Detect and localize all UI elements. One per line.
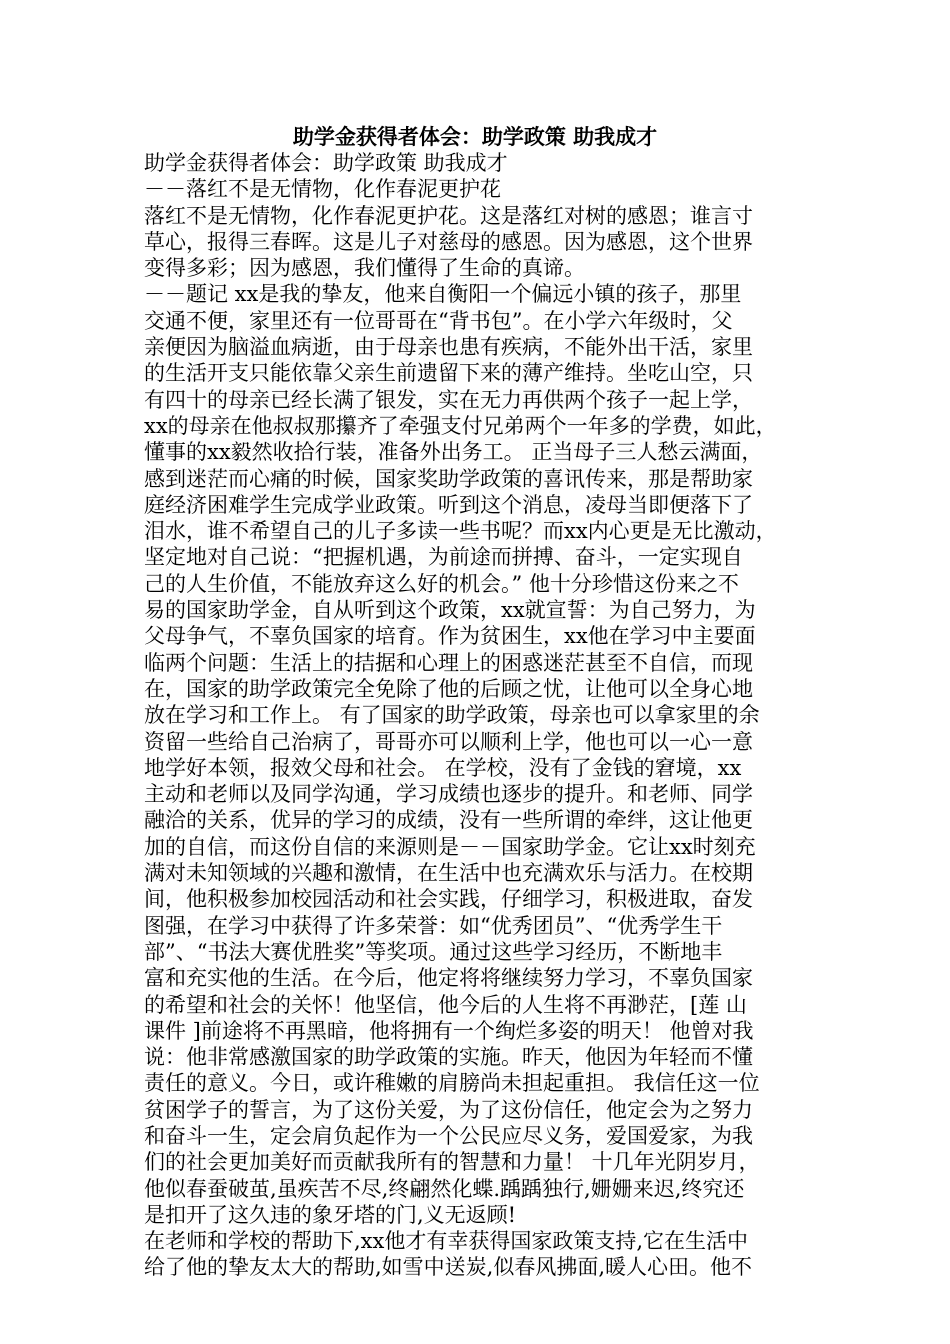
body-line: 和奋斗一生，定会肩负起作为一个公民应尽义务，爱国爱家，为我	[144, 1123, 753, 1148]
body-line: 贫困学子的誓言，为了这份关爱，为了这份信任，他定会为之努力	[144, 1097, 753, 1122]
body-line: 在，国家的助学政策完全免除了他的后顾之忧，让他可以全身心地	[144, 676, 753, 701]
body-line: 易的国家助学金，自从听到这个政策，xx就宣誓：为自己努力，为	[144, 598, 756, 623]
body-line: 交通不便，家里还有一位哥哥在“背书包”。在小学六年级时，父	[144, 308, 733, 333]
body-line: 富和充实他的生活。在今后，他定将将继续努力学习，不辜负国家	[144, 966, 753, 991]
body-line: 懂事的xx毅然收拾行装，准备外出务工。 正当母子三人愁云满面，	[144, 440, 763, 465]
body-line: 在老师和学校的帮助下,xx他才有幸获得国家政策支持,它在生活中	[144, 1229, 749, 1254]
document-body	[144, 150, 816, 1281]
body-line: 融洽的关系，优异的学习的成绩，没有一些所谓的牵绊，这让他更	[144, 808, 753, 833]
body-line: 临两个问题：生活上的拮据和心理上的困惑迷茫甚至不自信，而现	[144, 650, 753, 675]
document-title: 助学金获得者体会：助学政策 助我成才	[292, 125, 658, 149]
body-line: －－题记 xx是我的挚友，他来自衡阳一个偏远小镇的孩子，那里	[144, 282, 742, 307]
body-line: 亲便因为脑溢血病逝，由于母亲也患有疾病，不能外出干活，家里	[144, 335, 753, 360]
body-line: 落红不是无情物，化作春泥更护花。这是落红对树的感恩；谁言寸	[144, 203, 753, 228]
body-line: 主动和老师以及同学沟通，学习成绩也逐步的提升。和老师、同学	[144, 782, 753, 807]
body-line: 坚定地对自己说：“把握机遇，为前途而拼搏、奋斗，一定实现自	[144, 545, 743, 570]
body-line: 助学金获得者体会：助学政策 助我成才	[144, 151, 508, 175]
body-line: 泪水，谁不希望自己的儿子多读一些书呢？而xx内心更是无比激动，	[144, 519, 777, 544]
body-line: 们的社会更加美好而贡献我所有的智慧和力量！ 十几年光阴岁月，	[144, 1150, 760, 1175]
body-line: 给了他的挚友太大的帮助,如雪中送炭,似春风拂面,暖人心田。他不	[144, 1255, 753, 1280]
body-line: 图强，在学习中获得了许多荣誉：如“优秀团员”、“优秀学生干	[144, 913, 723, 938]
body-line: 变得多彩；因为感恩，我们懂得了生命的真谛。	[144, 256, 585, 281]
body-line: 说：他非常感激国家的助学政策的实施。昨天，他因为年轻而不懂	[144, 1045, 753, 1070]
body-line: xx的母亲在他叔叔那攥齐了牵强支付兄弟两个一年多的学费，如此，	[144, 413, 777, 438]
body-line: 放在学习和工作上。 有了国家的助学政策，母亲也可以拿家里的余	[144, 703, 760, 728]
body-line: 己的人生价值，不能放弃这么好的机会。” 他十分珍惜这份来之不	[144, 571, 739, 596]
body-line: 责任的意义。今日，或许稚嫩的肩膀尚未担起重担。 我信任这一位	[144, 1071, 760, 1096]
body-line: 他似春蚕破茧,虽疾苦不尽,终翩然化蝶.踽踽独行,姗姗来迟,终究还	[144, 1176, 745, 1201]
body-line: 资留一些给自己治病了，哥哥亦可以顺利上学，他也可以一心一意	[144, 729, 753, 754]
body-line: 是扣开了这久违的象牙塔的门,义无返顾!	[144, 1202, 517, 1227]
body-line: 课件 ]前途将不再黑暗，他将拥有一个绚烂多姿的明天！ 他曾对我	[144, 1018, 754, 1043]
body-line: 的希望和社会的关怀！他坚信，他今后的人生将不再渺茫，[莲 山	[144, 992, 747, 1017]
body-line: 间，他积极参加校园活动和社会实践，仔细学习，积极进取，奋发	[144, 887, 753, 912]
body-line: 庭经济困难学生完成学业政策。听到这个消息，凌母当即便落下了	[144, 492, 753, 517]
body-line: 的生活开支只能依靠父亲生前遗留下来的薄产维持。坐吃山空，只	[144, 361, 753, 386]
body-line: 父母争气，不辜负国家的培育。作为贫困生，xx他在学习中主要面	[144, 624, 756, 649]
body-line: 地学好本领，报效父母和社会。 在学校，没有了金钱的窘境，xx	[144, 755, 742, 780]
body-line: 加的自信，而这份自信的来源则是－－国家助学金。它让xx时刻充	[144, 834, 756, 859]
body-line: 有四十的母亲已经长满了银发，实在无力再供两个孩子一起上学，	[144, 387, 753, 412]
body-line: 满对未知领域的兴趣和激情，在生活中也充满欢乐与活力。在校期	[144, 861, 753, 886]
body-line: 草心，报得三春晖。这是儿子对慈母的感恩。因为感恩，这个世界	[144, 229, 753, 254]
body-line: －－落红不是无情物，化作春泥更护花	[144, 177, 501, 202]
body-line: 感到迷茫而心痛的时候，国家奖助学政策的喜讯传来，那是帮助家	[144, 466, 753, 491]
body-line: 部”、“书法大赛优胜奖”等奖项。通过这些学习经历，不断地丰	[144, 939, 723, 964]
